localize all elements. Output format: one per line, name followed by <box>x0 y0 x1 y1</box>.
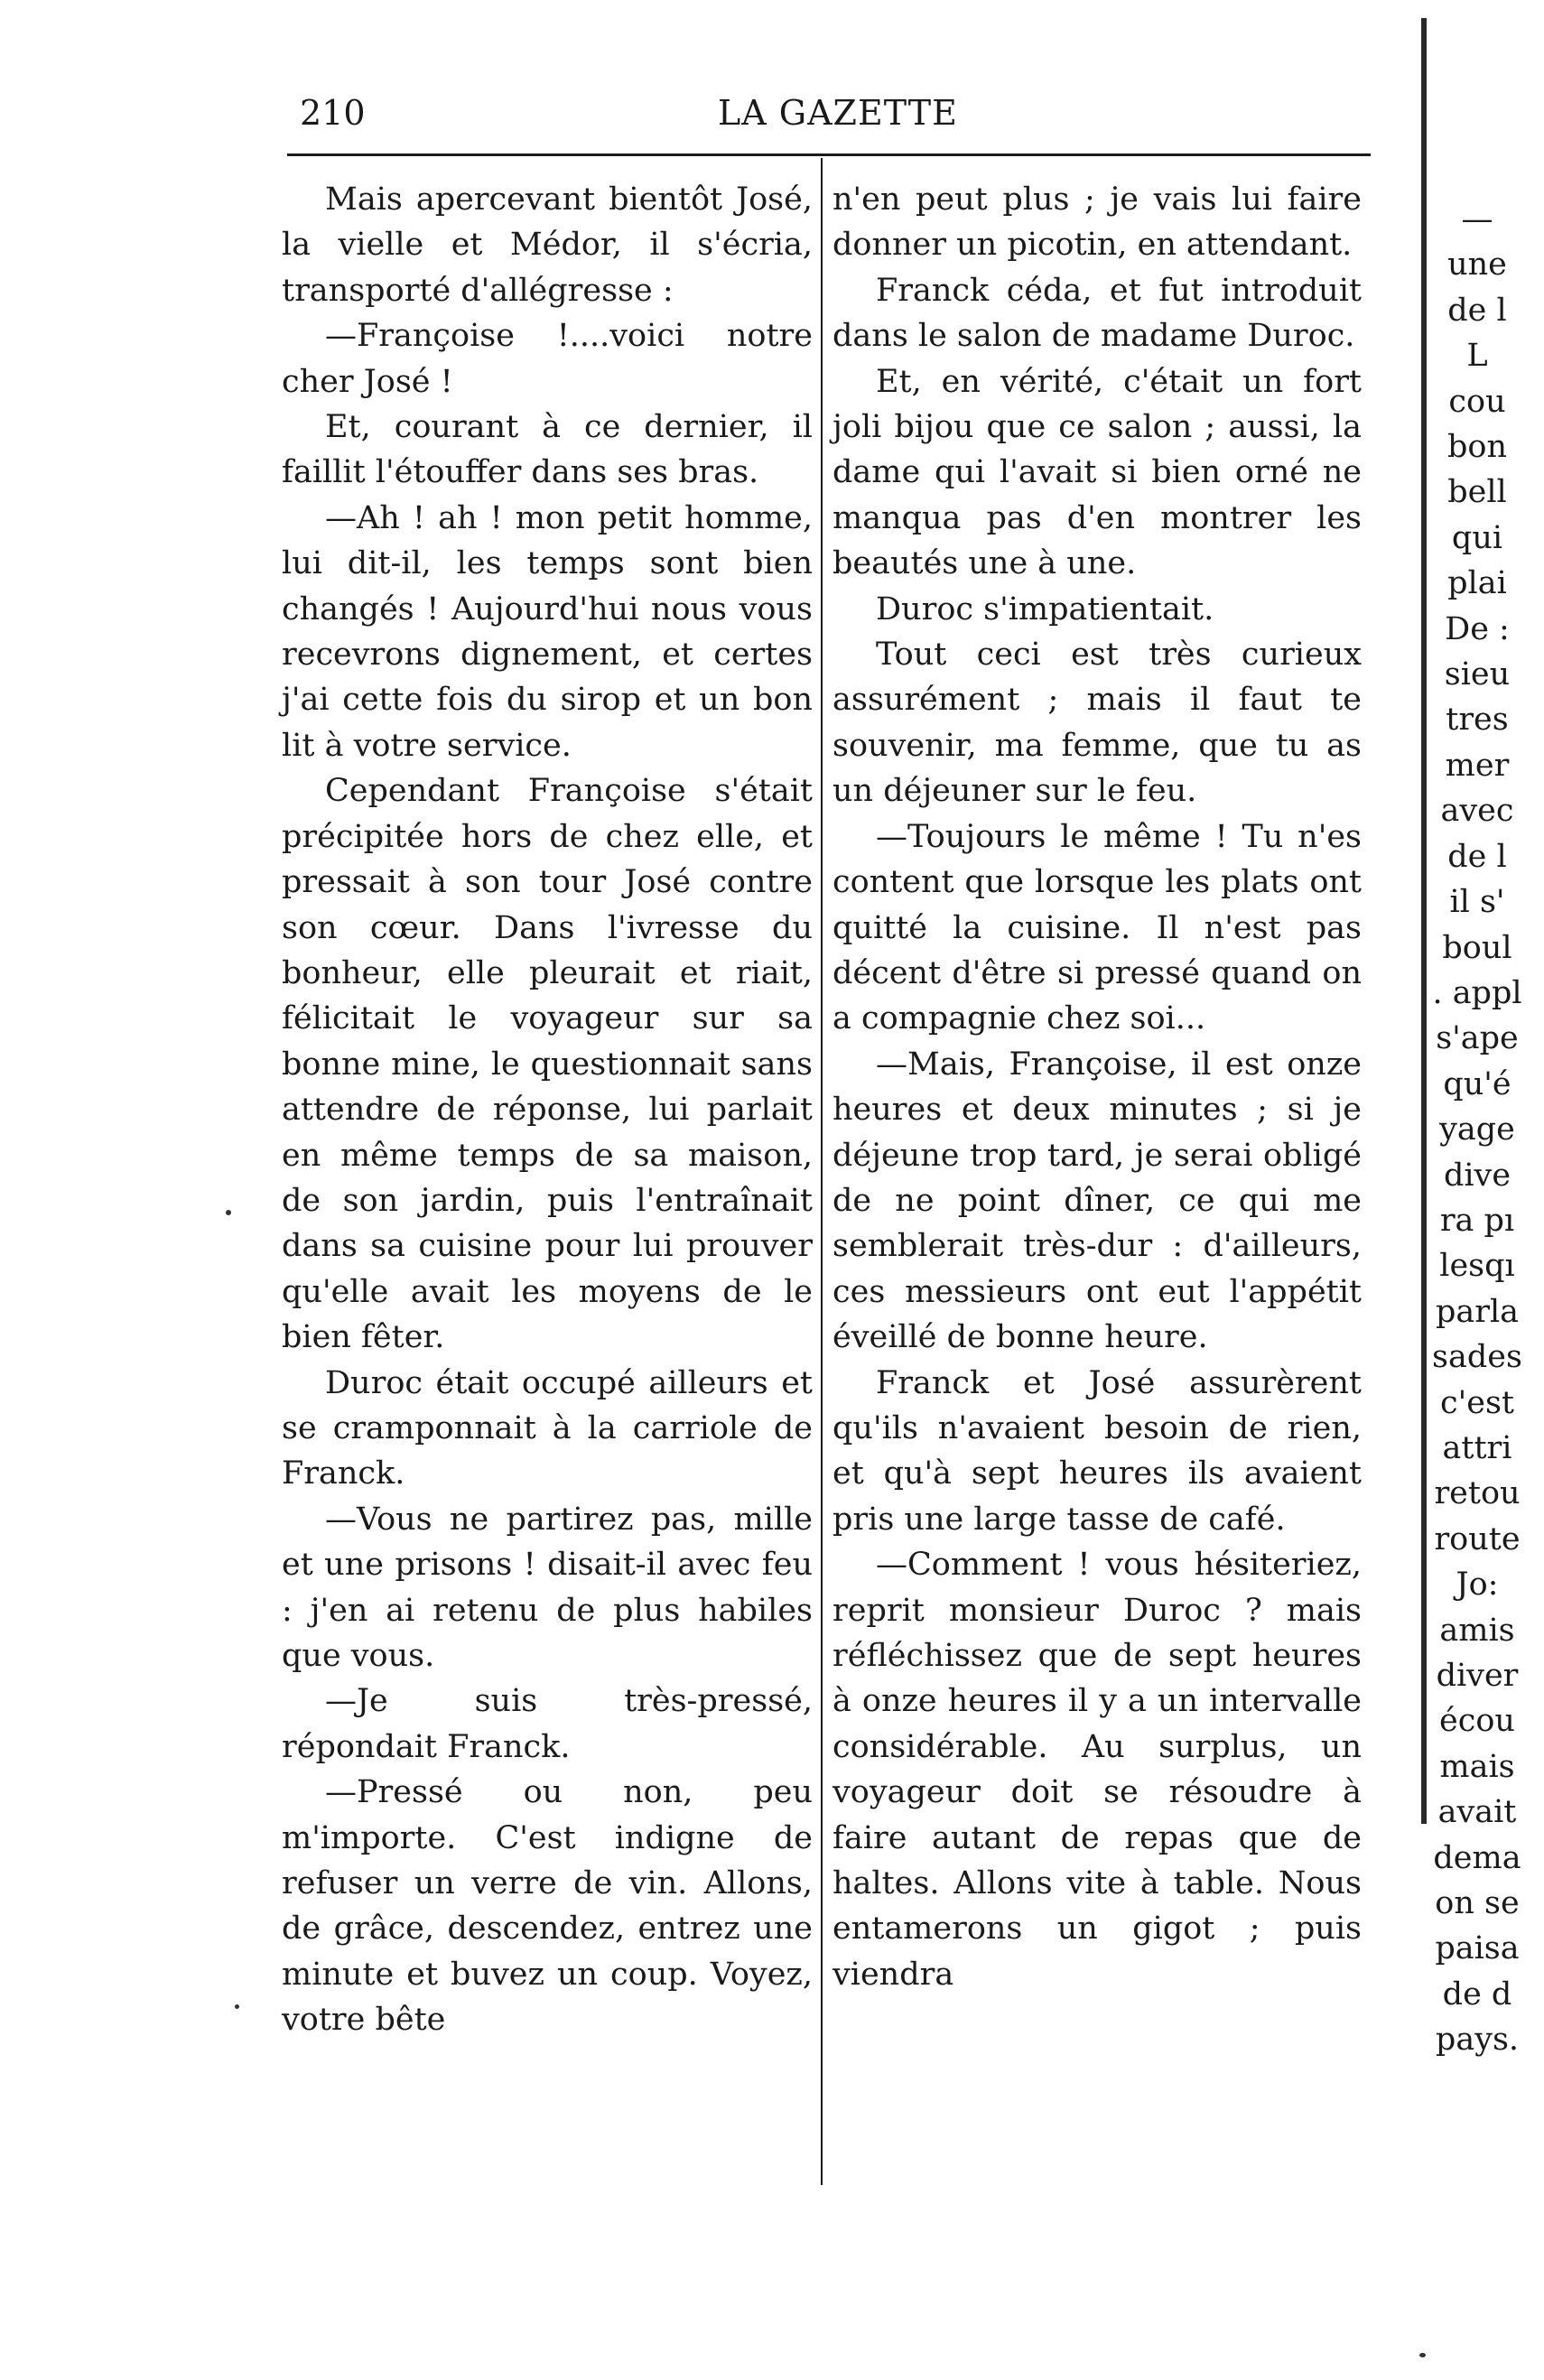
edge-fragment: avec <box>1440 793 1514 830</box>
edge-fragment: . appl <box>1432 974 1522 1011</box>
edge-fragment: attri <box>1442 1429 1512 1466</box>
edge-fragment: Jo: <box>1456 1567 1499 1604</box>
page-number: 210 <box>300 93 366 133</box>
edge-fragment: pays. <box>1435 2022 1520 2059</box>
edge-fragment: boul <box>1442 929 1512 966</box>
edge-fragment: sieu <box>1444 656 1511 693</box>
paragraph: n'en peut plus ; je vais lui faire donner un picotin, en attendant. <box>832 181 1362 264</box>
paragraph: —Je suis très-pressé, répondait Franck. <box>282 1683 813 1765</box>
edge-fragment: sades <box>1432 1339 1522 1376</box>
journal-title: LA GAZETTE <box>718 93 958 133</box>
edge-fragment: qui <box>1451 519 1503 556</box>
edge-fragment: lesqı <box>1439 1248 1515 1285</box>
paragraph: —Pressé ou non, peu m'importe. C'est indigne de refuser un verre de vin. Allons, de grâce, descendez, entrez une minute et buvez un coup. Voyez, votre bête <box>282 1774 813 2039</box>
header-rule <box>287 153 1371 156</box>
edge-fragment: avait <box>1437 1794 1517 1831</box>
edge-fragment: route <box>1434 1520 1521 1557</box>
right-column <box>832 177 1362 1997</box>
edge-fragment: dema <box>1433 1839 1521 1876</box>
edge-fragment: bell <box>1447 474 1507 511</box>
edge-fragment: L <box>1466 338 1488 375</box>
edge-fragment: parla <box>1435 1293 1520 1330</box>
paragraph: —Mais, Françoise, il est onze heures et deux minutes ; si je déjeune trop tard, je serai obligé de ne point dîner, ce qui me semblerait très-dur : d'ailleurs, ces messieurs ont eut l'appétit éveillé de bonne heure. <box>832 1046 1362 1356</box>
paragraph: —Françoise !....voici notre cher José ! <box>282 318 813 400</box>
edge-fragment: une <box>1447 246 1507 284</box>
paragraph: —Toujours le même ! Tu n'es content que lorsque les plats ont quitté la cuisine. Il n'est pas décent d'être si pressé quand on a compagnie chez soi... <box>832 818 1362 1037</box>
edge-fragment: de l <box>1447 292 1507 329</box>
paragraph: Franck et José assurèrent qu'ils n'avaient besoin de rien, et qu'à sept heures ils avaient pris une large tasse de café. <box>832 1364 1362 1538</box>
edge-fragment: s'ape <box>1436 1020 1519 1057</box>
edge-fragment: écou <box>1439 1703 1515 1740</box>
ink-speck <box>1419 2353 1426 2357</box>
paragraph: —Comment ! vous hésiteriez, reprit monsieur Duroc ? mais réfléchissez que de sept heures à onze heures il y a un intervalle considérable. Au surplus, un voyageur doit se résoudre à faire autant de repas que de haltes. Allons vite à table. Nous entamerons un gigot ; puis viendra <box>832 1547 1362 1993</box>
edge-fragment: yage <box>1439 1111 1515 1148</box>
edge-fragment: diver <box>1436 1658 1519 1694</box>
edge-fragment: — <box>1461 201 1493 237</box>
edge-fragment: cou <box>1448 383 1506 420</box>
edge-fragment: ra pı <box>1439 1202 1515 1239</box>
ink-speck <box>235 2004 239 2009</box>
edge-fragment: dive <box>1443 1157 1511 1194</box>
paragraph: Cependant Françoise s'était précipitée hors de chez elle, et pressait à son tour José contre son cœur. Dans l'ivresse du bonheur, elle pleurait et riait, félicitait le voyageur sur sa bonne mine, le questionnait sans attendre de réponse, lui parlait en même temps de sa maison, de son jardin, puis l'entraînait dans sa cuisine pour lui prouver qu'elle avait les moyens de le bien fêter. <box>282 773 813 1356</box>
edge-fragment: qu'é <box>1443 1065 1511 1102</box>
paragraph: —Vous ne partirez pas, mille et une prisons ! disait-il avec feu : j'en ai retenu de plus habiles que vous. <box>282 1501 813 1674</box>
paragraph: Duroc s'impatientait. <box>876 590 1214 628</box>
edge-fragment: de l <box>1447 838 1507 875</box>
ink-speck <box>226 1210 231 1215</box>
left-column <box>282 177 813 2043</box>
paragraph: Mais apercevant bientôt José, la vielle et Médor, il s'écria, transporté d'allégresse : <box>282 181 813 309</box>
edge-fragment: il s' <box>1449 884 1505 921</box>
edge-fragment: paisa <box>1435 1930 1520 1967</box>
edge-fragment: amis <box>1439 1612 1515 1649</box>
edge-fragment: mais <box>1439 1748 1515 1785</box>
paragraph: Franck céda, et fut introduit dans le salon de madame Duroc. <box>832 272 1362 355</box>
edge-fragment: De : <box>1445 610 1510 647</box>
paragraph: Et, courant à ce dernier, il faillit l'étouffer dans ses bras. <box>282 409 813 491</box>
edge-fragment: on se <box>1435 1885 1520 1922</box>
edge-fragment: retou <box>1434 1475 1521 1512</box>
paragraph: —Ah ! ah ! mon petit homme, lui dit-il, les temps sont bien changés ! Aujourd'hui nous vous recevrons dignement, et certes j'ai cette fois du sirop et un bon lit à votre service. <box>282 499 813 764</box>
adjacent-page-fragment <box>1410 197 1544 2063</box>
edge-fragment: plai <box>1447 565 1507 602</box>
paragraph: Et, en vérité, c'était un fort joli bijou que ce salon ; aussi, la dame qui l'avait si bien orné ne manqua pas d'en montrer les beautés une à une. <box>832 363 1362 582</box>
edge-fragment: tres <box>1446 702 1509 739</box>
edge-fragment: c'est <box>1440 1384 1514 1421</box>
paragraph: Tout ceci est très curieux assurément ; mais il faut te souvenir, ma femme, que tu as un déjeuner sur le feu. <box>832 637 1362 810</box>
column-divider <box>821 158 823 2185</box>
edge-fragment: de d <box>1442 1976 1512 2013</box>
edge-fragment: mer <box>1445 747 1510 784</box>
edge-fragment: bon <box>1446 429 1508 466</box>
paragraph: Duroc était occupé ailleurs et se cramponnait à la carriole de Franck. <box>282 1364 813 1492</box>
